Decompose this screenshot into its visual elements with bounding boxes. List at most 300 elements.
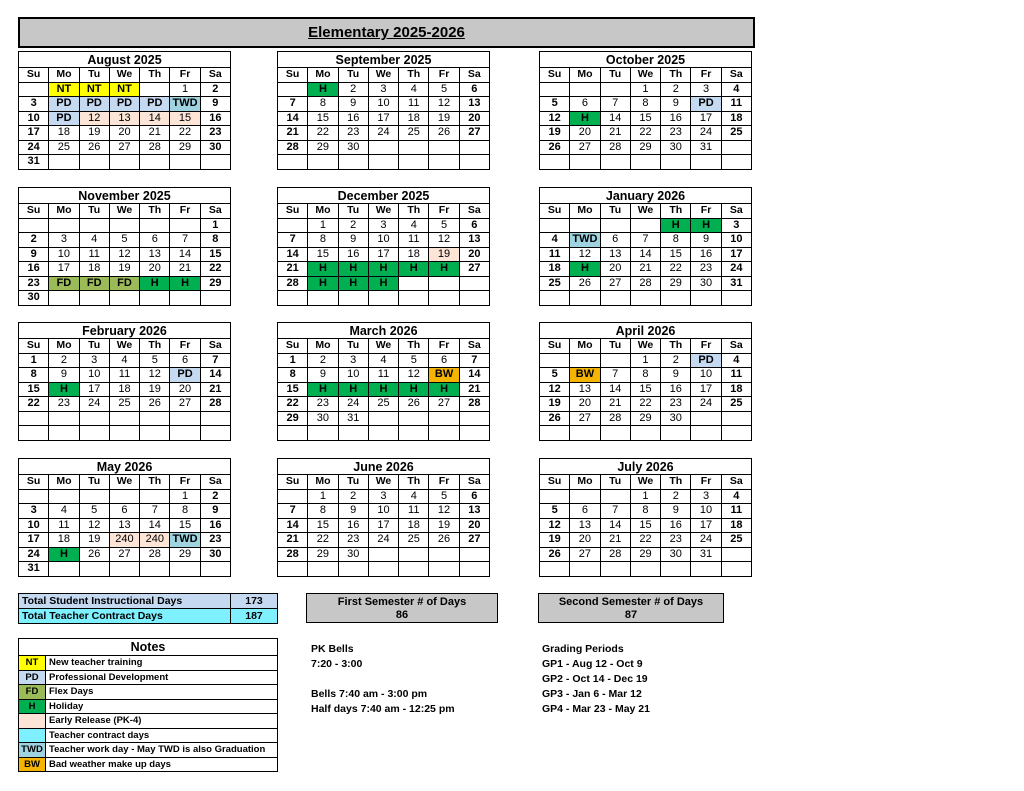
day-cell: 18 [109,382,139,397]
day-cell [278,218,308,233]
legend-code: PD [19,670,46,685]
day-cell: 8 [308,233,338,248]
day-cell: 1 [308,218,338,233]
legend-label: Teacher work day - May TWD is also Graduation [46,743,278,758]
day-cell [170,411,200,426]
day-of-week-header: Mo [49,204,79,219]
day-of-week-header: Tu [79,204,109,219]
day-cell: PD [109,97,139,112]
day-cell: 30 [200,140,230,155]
day-cell: 24 [19,140,49,155]
day-cell: PD [691,97,721,112]
day-cell [368,291,398,306]
day-cell [140,291,170,306]
day-cell: 29 [308,547,338,562]
day-cell [368,411,398,426]
day-cell: 31 [721,276,751,291]
day-cell: 23 [338,533,368,548]
day-cell: H [570,262,600,277]
week-row [278,140,490,155]
day-cell: 24 [368,533,398,548]
grading-title: Grading Periods [542,643,624,655]
week-row [278,562,490,577]
day-cell: 11 [79,247,109,262]
day-cell: H [338,276,368,291]
day-cell: 20 [600,262,630,277]
day-cell: 19 [429,518,459,533]
day-cell: 8 [630,97,660,112]
day-cell: 14 [600,382,630,397]
day-cell: 28 [600,411,630,426]
day-of-week-header: Su [19,204,49,219]
day-of-week-header: Fr [429,339,459,354]
day-cell: 27 [109,140,139,155]
day-cell [429,411,459,426]
day-cell: 28 [140,547,170,562]
day-cell [429,155,459,170]
day-cell [278,562,308,577]
day-cell: 9 [661,368,691,383]
day-cell: 31 [691,547,721,562]
day-cell: 18 [49,533,79,548]
day-cell: FD [49,276,79,291]
day-of-week-header: We [368,339,398,354]
day-cell: 29 [630,547,660,562]
day-of-week-header: Mo [570,339,600,354]
week-row [19,218,231,233]
day-cell: 7 [630,233,660,248]
day-cell: 15 [630,518,660,533]
day-of-week-header: We [109,475,139,490]
day-cell: 14 [459,368,489,383]
day-cell: TWD [170,533,200,548]
week-row [278,533,490,548]
day-cell: 25 [721,397,751,412]
day-cell: 19 [540,533,570,548]
month-table [18,474,231,577]
day-cell [19,82,49,97]
first-semester-label: First Semester # of Days [337,596,467,608]
day-cell: 4 [49,504,79,519]
day-cell [459,411,489,426]
week-row [278,426,490,441]
day-cell [459,547,489,562]
day-of-week-header: Th [140,68,170,83]
day-cell: 7 [600,368,630,383]
legend-label: New teacher training [46,656,278,671]
day-cell: 26 [540,547,570,562]
day-cell [49,411,79,426]
day-cell [600,155,630,170]
month-title: June 2026 [277,458,490,474]
total-student-value: 173 [231,594,278,609]
week-row [540,291,752,306]
day-cell: 23 [200,533,230,548]
week-row [19,518,231,533]
day-cell [691,155,721,170]
day-cell: BW [429,368,459,383]
day-cell: 27 [459,262,489,277]
day-cell: 12 [399,368,429,383]
day-cell [600,489,630,504]
week-row [19,426,231,441]
day-cell: 30 [661,547,691,562]
day-of-week-header: Sa [459,204,489,219]
day-cell: 13 [140,247,170,262]
day-of-week-header: Th [399,68,429,83]
month-table [18,338,231,441]
day-cell [79,426,109,441]
day-of-week-header: Th [661,68,691,83]
day-cell: 18 [540,262,570,277]
day-cell: 27 [109,547,139,562]
day-of-week-header: Mo [570,204,600,219]
day-cell: 15 [308,247,338,262]
week-row [540,82,752,97]
day-cell: 23 [200,126,230,141]
second-semester-label: Second Semester # of Days [558,596,704,608]
day-cell [721,547,751,562]
day-cell [429,276,459,291]
week-row [278,126,490,141]
day-cell: 26 [140,397,170,412]
day-cell: 5 [399,353,429,368]
day-cell: 14 [170,247,200,262]
day-cell [600,218,630,233]
day-cell: 3 [691,82,721,97]
day-cell [630,291,660,306]
month-calendar [18,322,231,441]
week-row [19,368,231,383]
day-cell: 16 [661,518,691,533]
day-of-week-header: We [368,475,398,490]
legend-label: Professional Development [46,670,278,685]
day-cell [109,291,139,306]
day-cell: 2 [661,353,691,368]
day-cell: 29 [170,547,200,562]
day-cell: 1 [630,82,660,97]
day-cell: 9 [661,97,691,112]
week-row [19,504,231,519]
day-cell: 2 [19,233,49,248]
day-cell: 4 [721,353,751,368]
day-of-week-header: We [630,204,660,219]
day-cell: 14 [200,368,230,383]
day-cell [600,562,630,577]
day-cell: 5 [79,504,109,519]
day-cell: 17 [368,247,398,262]
day-of-week-header: We [630,339,660,354]
week-row [278,155,490,170]
day-cell [49,489,79,504]
day-cell [429,291,459,306]
day-of-week-header: Mo [308,339,338,354]
day-cell [79,155,109,170]
day-cell [49,218,79,233]
day-cell: 25 [399,126,429,141]
day-cell [109,155,139,170]
month-title: October 2025 [539,51,752,67]
month-calendar [277,322,490,441]
day-cell: 29 [278,411,308,426]
pk-bells-title: PK Bells [311,643,354,655]
day-cell: 11 [368,368,398,383]
day-cell: 15 [630,382,660,397]
day-of-week-header: Su [19,339,49,354]
day-cell: 30 [338,547,368,562]
day-cell: 6 [459,489,489,504]
day-cell: H [368,382,398,397]
day-cell: 21 [459,382,489,397]
day-cell: 28 [459,397,489,412]
day-cell: 8 [278,368,308,383]
day-cell: 2 [661,82,691,97]
day-of-week-header: We [630,475,660,490]
day-cell [540,426,570,441]
day-cell: 12 [109,247,139,262]
day-cell: 15 [278,382,308,397]
week-row [19,262,231,277]
day-cell [399,411,429,426]
day-cell: 9 [338,97,368,112]
day-cell: 11 [49,518,79,533]
day-cell: 28 [278,547,308,562]
day-cell: 18 [721,382,751,397]
day-cell [19,426,49,441]
day-cell [630,155,660,170]
day-cell: 21 [170,262,200,277]
day-of-week-header: Su [278,68,308,83]
month-title: September 2025 [277,51,490,67]
day-cell [19,218,49,233]
day-cell: 13 [109,518,139,533]
day-cell: 11 [721,504,751,519]
week-row [19,126,231,141]
day-cell [278,489,308,504]
grading-period-3: GP3 - Jan 6 - Mar 12 [542,688,642,700]
day-cell [200,411,230,426]
day-of-week-header: Sa [200,68,230,83]
day-cell: PD [79,97,109,112]
day-cell: 13 [459,97,489,112]
day-of-week-header: Fr [170,204,200,219]
legend-label: Holiday [46,699,278,714]
day-cell: H [399,262,429,277]
day-cell: 29 [200,276,230,291]
day-cell [661,426,691,441]
day-cell: 14 [278,518,308,533]
day-cell: 31 [19,155,49,170]
day-of-week-header: Tu [338,475,368,490]
day-cell [308,291,338,306]
day-cell: 5 [140,353,170,368]
day-cell: 1 [308,489,338,504]
day-cell [459,562,489,577]
day-cell [170,218,200,233]
day-cell: 30 [19,291,49,306]
day-cell: 8 [308,504,338,519]
day-cell: 29 [661,276,691,291]
pk-bells-time: 7:20 - 3:00 [311,658,363,670]
day-of-week-header: Sa [721,339,751,354]
day-cell: 27 [570,411,600,426]
day-cell: 17 [49,262,79,277]
day-cell: TWD [570,233,600,248]
week-row [540,111,752,126]
month-calendar [277,187,490,306]
day-cell: PD [170,368,200,383]
legend-code: TWD [19,743,46,758]
day-cell: 10 [338,368,368,383]
day-of-week-header: Fr [170,339,200,354]
day-cell: 3 [721,218,751,233]
day-cell: 23 [19,276,49,291]
day-cell: 21 [600,533,630,548]
day-cell: 15 [170,518,200,533]
day-cell: 15 [200,247,230,262]
day-of-week-header: Su [540,339,570,354]
day-of-week-header: Su [19,68,49,83]
day-cell: 19 [109,262,139,277]
day-cell: 3 [19,97,49,112]
day-cell: 17 [19,533,49,548]
week-row [19,247,231,262]
month-table [277,474,490,577]
day-cell: 8 [19,368,49,383]
week-row [540,97,752,112]
day-cell: 24 [691,397,721,412]
day-cell: 21 [600,397,630,412]
day-of-week-header: Mo [308,475,338,490]
day-cell [368,426,398,441]
day-cell: 10 [721,233,751,248]
day-cell: 20 [459,111,489,126]
day-cell: 10 [49,247,79,262]
week-row [540,140,752,155]
legend-code: FD [19,685,46,700]
day-cell: 3 [368,489,398,504]
day-cell: FD [109,276,139,291]
day-of-week-header: Fr [429,204,459,219]
day-cell [429,426,459,441]
day-cell: 20 [109,126,139,141]
day-cell [570,426,600,441]
week-row [278,547,490,562]
legend-row [19,728,278,743]
day-of-week-header: We [630,68,660,83]
week-row [19,562,231,577]
day-cell: 24 [338,397,368,412]
day-of-week-header: Tu [338,68,368,83]
day-cell: 1 [170,82,200,97]
week-row [540,397,752,412]
day-of-week-header: Su [278,475,308,490]
day-cell [399,291,429,306]
day-cell: 9 [19,247,49,262]
day-of-week-header: Tu [600,68,630,83]
day-of-week-header: We [368,204,398,219]
day-cell: 22 [308,126,338,141]
day-cell: 8 [200,233,230,248]
day-cell: 240 [140,533,170,548]
day-cell: 10 [368,97,398,112]
day-cell: 24 [721,262,751,277]
day-cell: 28 [200,397,230,412]
day-cell [109,562,139,577]
day-cell: 16 [338,247,368,262]
day-cell: 25 [540,276,570,291]
day-cell: 12 [540,518,570,533]
day-cell: 28 [140,140,170,155]
day-cell [459,276,489,291]
day-cell: 27 [570,547,600,562]
day-cell [630,218,660,233]
week-row [19,382,231,397]
day-cell [630,426,660,441]
day-cell [429,547,459,562]
week-row [278,218,490,233]
day-of-week-header: We [368,68,398,83]
day-cell: 15 [630,111,660,126]
day-cell: 6 [459,218,489,233]
day-cell: 17 [368,518,398,533]
day-of-week-header: Sa [459,339,489,354]
legend-row [19,699,278,714]
day-cell [278,155,308,170]
month-calendar [539,322,752,441]
month-calendar [18,187,231,306]
day-cell: 21 [600,126,630,141]
day-of-week-header: Mo [308,204,338,219]
day-cell: 3 [79,353,109,368]
day-cell: H [661,218,691,233]
day-of-week-header: Sa [459,68,489,83]
day-cell: 9 [691,233,721,248]
day-cell: 30 [691,276,721,291]
day-cell: 12 [540,382,570,397]
legend-code [19,714,46,729]
first-semester-value: 86 [395,609,409,621]
day-of-week-header: Mo [570,475,600,490]
month-table [539,67,752,170]
day-cell: 1 [200,218,230,233]
month-title: March 2026 [277,322,490,338]
day-cell: 27 [429,397,459,412]
week-row [19,155,231,170]
day-cell: 20 [459,518,489,533]
day-cell: 28 [600,547,630,562]
day-cell [200,291,230,306]
day-cell: 5 [429,489,459,504]
day-cell [200,426,230,441]
day-cell: 11 [109,368,139,383]
day-cell: 2 [200,82,230,97]
legend-row [19,757,278,772]
month-calendar [539,187,752,306]
day-cell [109,411,139,426]
week-row [540,547,752,562]
month-table [18,203,231,306]
day-cell: 19 [140,382,170,397]
week-row [19,82,231,97]
legend-label: Flex Days [46,685,278,700]
legend-row [19,685,278,700]
day-cell [399,140,429,155]
day-cell: 23 [338,126,368,141]
week-row [278,489,490,504]
day-cell: 18 [721,111,751,126]
day-of-week-header: Tu [79,68,109,83]
